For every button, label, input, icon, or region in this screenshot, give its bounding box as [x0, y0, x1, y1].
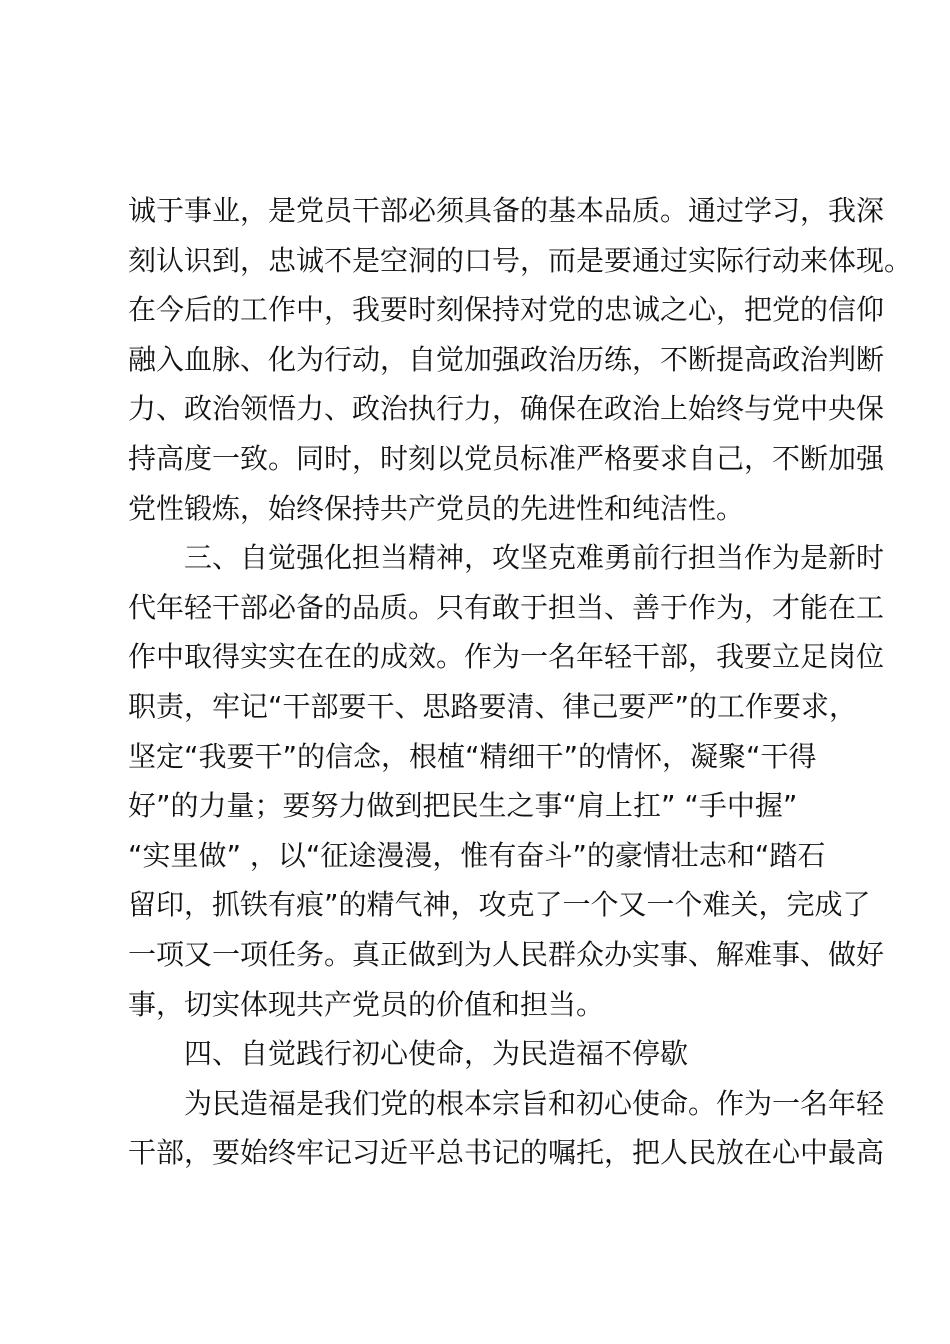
text-line: 坚定“我要干”的信念，根植“精细干”的情怀，凝聚“干得 — [128, 739, 817, 773]
text-line: 党性锻炼，始终保持共产党员的先进性和纯洁性。 — [128, 491, 745, 525]
text-line: 好”的力量；要努力做到把民生之事“肩上扛” “手中握” — [128, 789, 798, 823]
text-line: 在今后的工作中，我要时刻保持对党的忠诚之心，把党的信仰 — [128, 293, 885, 327]
text-line: 为民造福是我们党的根本宗旨和初心使命。作为一名年轻 — [128, 1086, 885, 1120]
text-line: 诚于事业，是党员干部必须具备的基本品质。通过学习，我深 — [128, 194, 885, 227]
text-line: 留印，抓铁有痕”的精气神，攻克了一个又一个难关，完成了 — [128, 888, 871, 922]
text-line: 一项又一项任务。真正做到为人民群众办实事、解难事、做好 — [128, 937, 885, 971]
text-line: 持高度一致。同时，时刻以党员标准严格要求自己，不断加强 — [128, 441, 885, 475]
text-line: 刻认识到，忠诚不是空洞的口号，而是要通过实际行动来体现。 — [128, 243, 913, 277]
text-line: 职责，牢记“干部要干、思路要清、律己要严”的工作要求， — [128, 689, 858, 723]
section-heading-line: 三、自觉强化担当精神，攻坚克难勇前行担当作为是新时 — [128, 541, 885, 575]
text-line: 干部，要始终牢记习近平总书记的嘱托，把人民放在心中最高 — [128, 1136, 885, 1170]
text-line: “实里做” ，以“征途漫漫，惟有奋斗”的豪情壮志和“踏石 — [128, 838, 826, 872]
document-body — [128, 186, 913, 1178]
text-line: 事，切实体现共产党员的价值和担当。 — [128, 987, 605, 1021]
text-line: 作中取得实实在在的成效。作为一名年轻干部，我要立足岗位 — [128, 640, 885, 674]
text-line: 力、政治领悟力、政治执行力，确保在政治上始终与党中央保 — [128, 392, 885, 426]
section-heading: 四、自觉践行初心使命，为民造福不停歇 — [128, 1037, 689, 1071]
text-line: 融入血脉、化为行动，自觉加强政治历练，不断提高政治判断 — [128, 342, 885, 376]
text-line: 代年轻干部必备的品质。只有敢于担当、善于作为，才能在工 — [128, 590, 885, 624]
